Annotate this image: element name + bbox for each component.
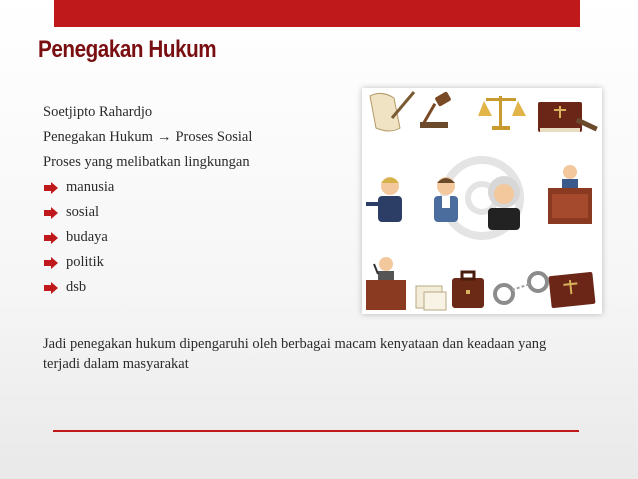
scales-icon bbox=[478, 96, 526, 130]
bullet-item bbox=[43, 225, 373, 250]
arrow-icon: → bbox=[156, 129, 172, 145]
bullet-label: dsb bbox=[66, 279, 87, 295]
slide-title: Penegakan Hukum bbox=[38, 36, 217, 63]
witness-stand-icon bbox=[548, 165, 592, 224]
term-label: Penegakan Hukum bbox=[43, 129, 153, 145]
law-book-gavel-icon bbox=[538, 102, 598, 132]
bottom-divider bbox=[53, 430, 579, 432]
red-arrow-bullet-icon bbox=[44, 282, 58, 294]
top-accent-bar bbox=[54, 0, 580, 27]
red-arrow-bullet-icon bbox=[44, 182, 58, 194]
defendant-icon bbox=[434, 177, 458, 222]
process-line: Proses yang melibatkan lingkungan bbox=[43, 154, 250, 170]
red-arrow-bullet-icon bbox=[44, 257, 58, 269]
briefcase-icon bbox=[452, 272, 484, 308]
handcuffs-icon bbox=[495, 273, 547, 303]
lawyer-icon bbox=[366, 177, 402, 222]
law-clipart-image bbox=[362, 88, 602, 314]
bullet-label: budaya bbox=[66, 229, 108, 245]
scroll-quill-icon bbox=[370, 92, 414, 131]
law-book-icon bbox=[548, 272, 595, 308]
red-arrow-bullet-icon bbox=[44, 232, 58, 244]
red-arrow-bullet-icon bbox=[44, 207, 58, 219]
judge-icon bbox=[488, 176, 520, 230]
bullet-item bbox=[43, 200, 373, 225]
gavel-icon bbox=[420, 91, 452, 128]
documents-icon bbox=[416, 286, 446, 310]
bullet-label: manusia bbox=[66, 179, 115, 195]
bullet-item bbox=[43, 175, 373, 200]
bullet-item bbox=[43, 250, 373, 275]
author-line: Soetjipto Rahardjo bbox=[43, 104, 153, 120]
definition-line bbox=[43, 125, 373, 150]
definition-label: Proses Sosial bbox=[175, 129, 253, 145]
bullet-label: sosial bbox=[66, 204, 100, 220]
body-text bbox=[43, 100, 373, 300]
bullet-label: politik bbox=[66, 254, 104, 270]
speaker-podium-icon bbox=[366, 257, 406, 310]
bullet-item bbox=[43, 275, 373, 300]
conclusion-text: Jadi penegakan hukum dipengaruhi oleh berbagai macam kenyataan dan keadaan yang terjadi dalam masyarakat bbox=[43, 336, 547, 372]
